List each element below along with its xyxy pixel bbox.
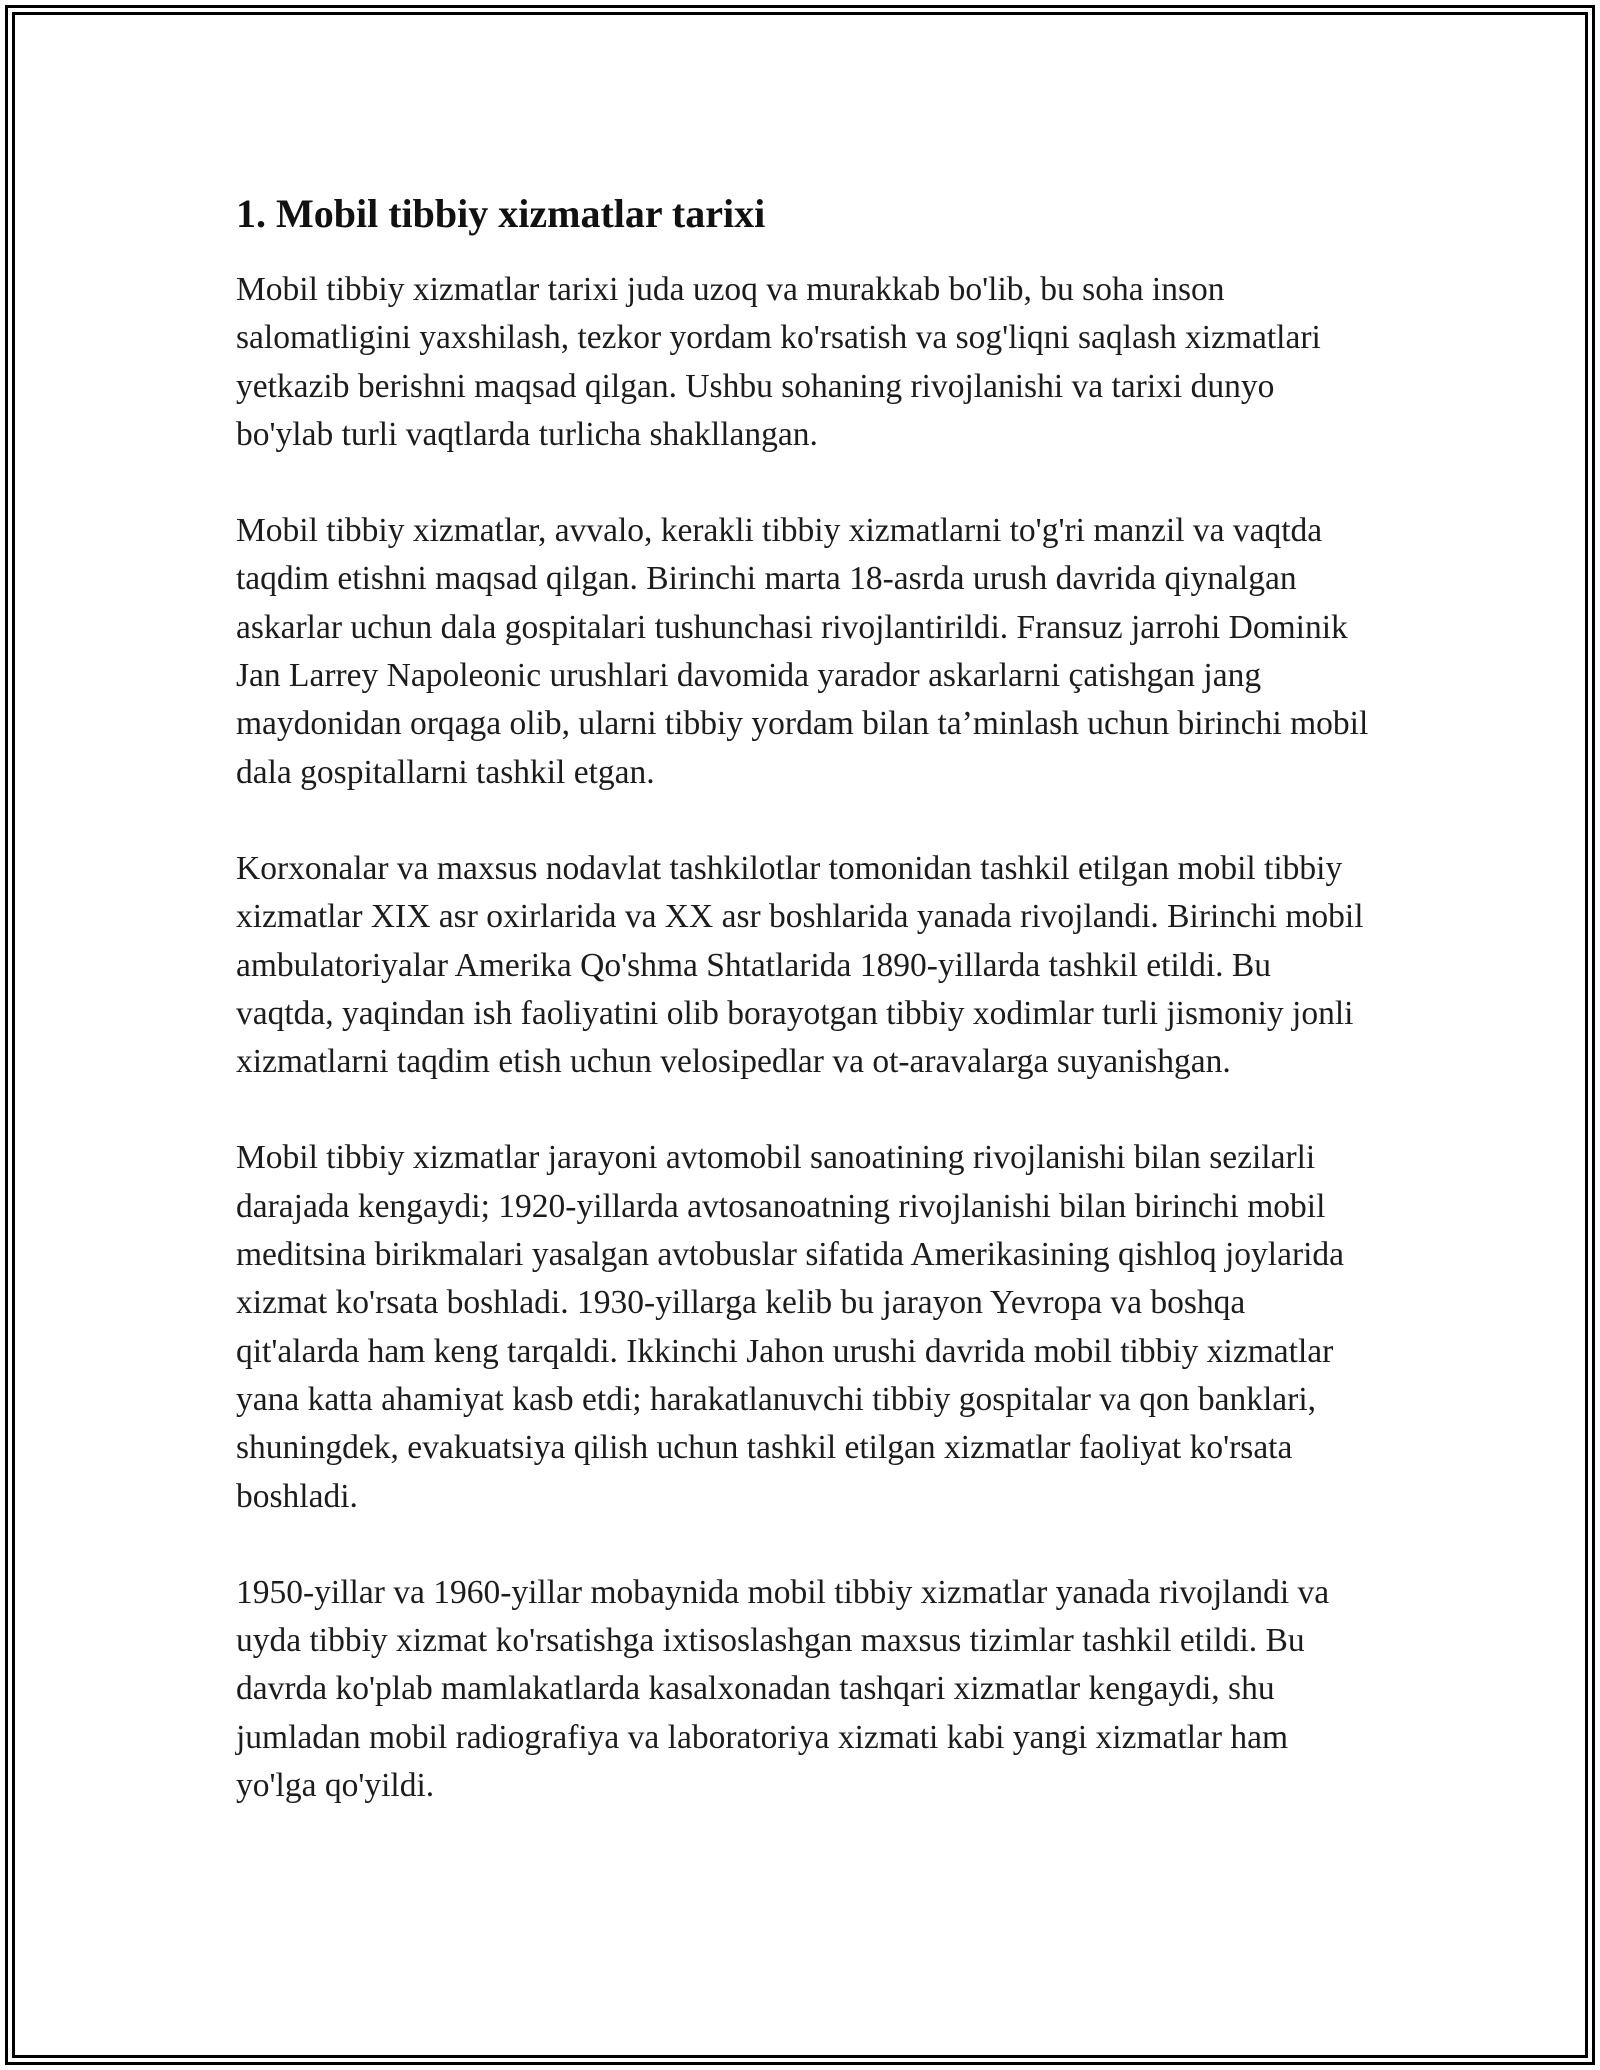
paragraph-field-hospitals: Mobil tibbiy xizmatlar, avvalo, kerakli tibbiy xizmatlarni to'g'ri manzil va vaqtda taqdim etishni maqsad qilgan. Birinchi marta 18-asrda urush davrida qiynalgan askarlar uchun dala gospitalari tushunchasi rivojlantirildi. Fransuz jarrohi Dominik Jan Larrey Napoleonic urushlari davomida yarador askarlarni çatishgan jang maydonidan orqaga olib, ularni tibbiy yordam bilan ta’minlash uchun birinchi mobil dala gospitallarni tashkil etgan.	[236, 512, 1369, 791]
paragraph-postwar-development: 1950-yillar va 1960-yillar mobaynida mobil tibbiy xizmatlar yanada rivojlandi va uyda tibbiy xizmat ko'rsatishga ixtisoslashgan maxsus tizimlar tashkil etildi. Bu davrda ko'plab mamlakatlarda kasalxonadan tashqari xizmatlar kengaydi, shu jumladan mobil radiografiya va laboratoriya xizmati kabi yangi xizmatlar ham yo'lga qo'yildi.	[236, 1573, 1330, 1805]
paragraph-intro: Mobil tibbiy xizmatlar tarixi juda uzoq va murakkab bo'lib, bu soha inson salomatligini yaxshilash, tezkor yordam ko'rsatish va sog'liqni saqlash xizmatlari yetkazib berishni maqsad qilgan. Ushbu sohaning rivojlanishi va tarixi dunyo bo'ylab turli vaqtlarda turlicha shakllangan.	[236, 271, 1321, 453]
paragraph-automobile-era: Mobil tibbiy xizmatlar jarayoni avtomobil sanoatining rivojlanishi bilan sezilarli darajada kengaydi; 1920-yillarda avtosanoatning rivojlanishi bilan birinchi mobil meditsina birikmalari yasalgan avtobuslar sifatida Amerikasining qishloq joylarida xizmat ko'rsata boshladi. 1930-yillarga kelib bu jarayon Yevropa va boshqa qit'alarda ham keng tarqaldi. Ikkinchi Jahon urushi davrida mobil tibbiy xizmatlar yana katta ahamiyat kasb etdi; harakatlanuvchi tibbiy gospitalar va qon banklari, shuningdek, evakuatsiya qilish uchun tashkil etilgan xizmatlar faoliyat ko'rsata boshladi.	[236, 1139, 1345, 1515]
section-heading: 1. Mobil tibbiy xizmatlar tarixi	[236, 191, 766, 236]
paragraph-mobile-ambulatories: Korxonalar va maxsus nodavlat tashkilotlar tomonidan tashkil etilgan mobil tibbiy xizmatlar XIX asr oxirlarida va XX asr boshlarida yanada rivojlandi. Birinchi mobil ambulatoriyalar Amerika Qo'shma Shtatlarida 1890-yillarda tashkil etildi. Bu vaqtda, yaqindan ish faoliyatini olib borayotgan tibbiy xodimlar turli jismoniy jonli xizmatlarni taqdim etish uchun velosipedlar va ot-aravalarga suyanishgan.	[236, 849, 1364, 1081]
document-body	[236, 188, 1376, 1858]
